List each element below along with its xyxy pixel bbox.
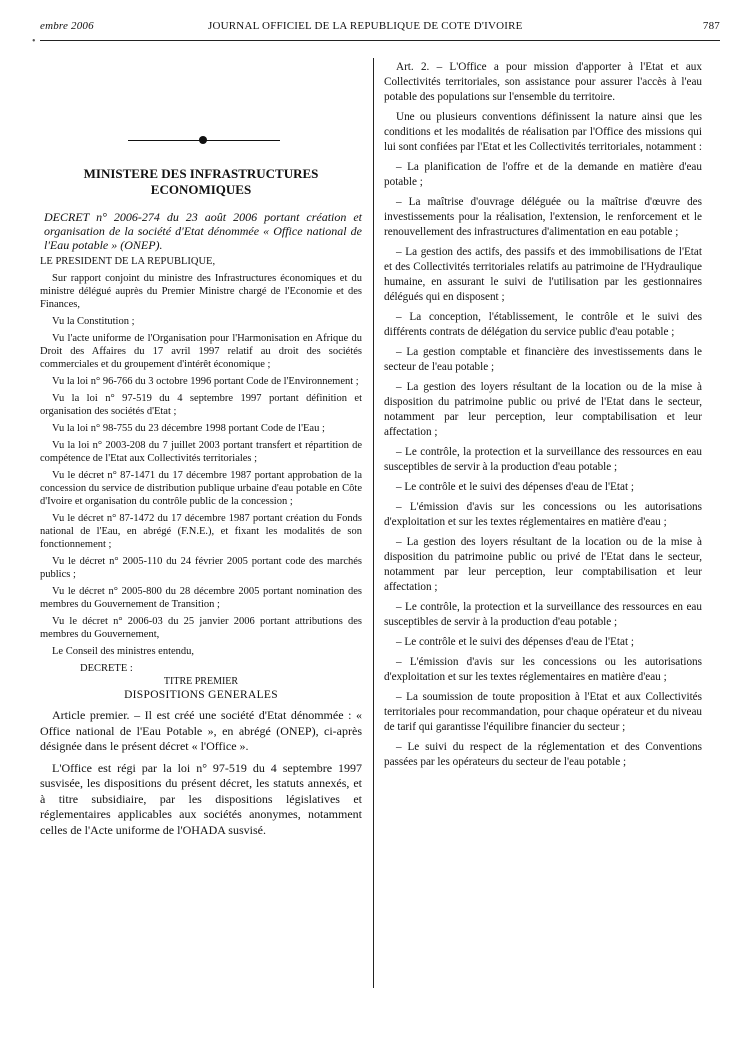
mission-item: – La conception, l'établissement, le contrôle et le suivi des différents contrats de délégation du service public d'eau potable ; (384, 311, 702, 338)
ministry-line-2: ECONOMIQUES (150, 182, 252, 197)
mission-item: – La soumission de toute proposition à l'Etat et aux Collectivités territoriales pour recommandation, pour chaque opérateur et du niveau de tarif qui garantisse l'équilibre financier du secteur ; (384, 691, 702, 733)
dispositions-heading: DISPOSITIONS GENERALES (124, 689, 278, 701)
mission-item: – La planification de l'offre et de la demande en matière d'eau potable ; (384, 161, 702, 188)
column-divider (373, 58, 374, 988)
visa-paragraph: Vu la loi n° 98-755 du 23 décembre 1998 portant Code de l'Eau ; (52, 423, 325, 434)
council-line: Le Conseil des ministres entendu, (52, 646, 195, 657)
mission-item: – Le contrôle, la protection et la surveillance des ressources en eau susceptibles de servir à la production d'eau potable ; (384, 446, 702, 473)
visa-paragraph: Sur rapport conjoint du ministre des Infrastructures économiques et du ministre délégué auprès du Premier Ministre chargé de l'Economie et des Finances, (40, 273, 362, 310)
president-line: LE PRESIDENT DE LA REPUBLIQUE, (40, 256, 216, 267)
decrete-heading: DECRETE : (80, 663, 133, 674)
mission-item: – La gestion des loyers résultant de la location ou de la mise à disposition du patrimoine public ou privé de l'Etat dans le secteur, notamment par leur perception, leur comptabilisation et leur affectation ; (384, 536, 702, 593)
visa-paragraph: Vu l'acte uniforme de l'Organisation pour l'Harmonisation en Afrique du Droit des Affaires du 17 avril 1997 relatif au droit des sociétés commerciales et du groupement d'intérêt économique ; (40, 333, 362, 370)
mission-item: – La gestion comptable et financière des investissements dans le secteur de l'eau potable ; (384, 346, 702, 373)
left-column (40, 60, 362, 844)
visa-paragraph: Vu le décret n° 87-1472 du 17 décembre 1987 portant création du Fonds national de l'Eau, en abrégé (F.N.E.), et fixant les modalités de son fonctionnement ; (40, 513, 362, 550)
right-column (384, 60, 702, 775)
header-date: embre 2006 (40, 20, 94, 32)
mission-item: – La gestion des actifs, des passifs et des immobilisations de l'Etat et des Collectivités territoriales relatifs au patrimoine de l'Hydraulique humaine, en assurant le suivi de l'utilisation par les gestionnaires délégués qui en disposent ; (384, 246, 702, 303)
mission-item: – La maîtrise d'ouvrage déléguée ou la maîtrise d'œuvre des investissements pour la réalisation, l'extension, le renforcement et le renouvellement des infrastructures d'alimentation en eau potable ; (384, 196, 702, 238)
visa-paragraph: Vu la loi n° 2003-208 du 7 juillet 2003 portant transfert et répartition de compétence de l'Etat aux Collectivités territoriales ; (40, 440, 362, 464)
page-header (40, 20, 720, 40)
visa-paragraph: Vu le décret n° 2005-800 du 28 décembre 2005 portant nomination des membres du Gouvernement de Transition ; (40, 586, 362, 610)
mission-item: – L'émission d'avis sur les concessions ou les autorisations d'exploitation et sur les textes réglementaires en matière d'eau ; (384, 656, 702, 683)
article-premier-paragraph-2: L'Office est régi par la loi n° 97-519 du 4 septembre 1997 susvisée, les dispositions du présent décret, les statuts annexés, et à titre subsidiaire, par les dispositions législatives et réglementaires applicables aux sociétés anonymes, notamment celles de l'Acte uniforme de l'OHADA susvisé. (40, 760, 362, 837)
visa-paragraph: Vu le décret n° 87-1471 du 17 décembre 1987 portant approbation de la concession du service de distribution publique urbaine d'eau potable en Côte d'Ivoire et organisation du contrôle public de la concession ; (40, 470, 362, 507)
page-number: 787 (702, 20, 720, 32)
ministry-line-1: MINISTERE DES INFRASTRUCTURES (83, 166, 319, 181)
mission-item: – Le suivi du respect de la réglementation et des Conventions passées par les opérateurs du secteur de l'eau potable ; (384, 741, 702, 768)
section-ornament (40, 132, 362, 152)
header-rule (40, 40, 720, 41)
mission-item: – La gestion des loyers résultant de la location ou de la mise à disposition du patrimoine public ou privé de l'Etat dans le secteur, notamment par leur perception, leur comptabilisation et leur affectation ; (384, 381, 702, 438)
ministry-heading (40, 166, 362, 198)
visa-paragraph: Vu la loi n° 97-519 du 4 septembre 1997 portant définition et organisation des sociétés d'Etat ; (40, 393, 362, 417)
scan-mark: • (32, 36, 36, 47)
titre-heading: TITRE PREMIER (163, 676, 239, 687)
visa-paragraph: Vu le décret n° 2005-110 du 24 février 2005 portant code des marchés publics ; (40, 556, 362, 580)
article-premier: Article premier. – Il est créé une société d'Etat dénommée : « Office national de l'Eau Potable », en abrégé (ONEP), ci-après désignée dans le présent décret « l'Office ». (40, 708, 362, 753)
decree-title: DECRET n° 2006-274 du 23 août 2006 portant création et organisation de la société d'Etat dénommée « Office national de l'Eau potable » (ONEP). (44, 210, 362, 252)
visa-paragraph: Vu le décret n° 2006-03 du 25 janvier 2006 portant attributions des membres du Gouvernement, (40, 616, 362, 640)
mission-item: – L'émission d'avis sur les concessions ou les autorisations d'exploitation et sur les textes réglementaires en matière d'eau ; (384, 501, 702, 528)
journal-title: JOURNAL OFFICIEL DE LA REPUBLIQUE DE COTE D'IVOIRE (208, 20, 523, 32)
visa-paragraph: Vu la Constitution ; (52, 316, 135, 327)
mission-item: – Le contrôle et le suivi des dépenses d'eau de l'Etat ; (396, 481, 634, 493)
article-2: Art. 2. – L'Office a pour mission d'apporter à l'Etat et aux Collectivités territoriales, son assistance pour assurer l'accès à l'eau potable des populations sur l'ensemble du territoire. (384, 61, 702, 103)
ornament-dot (199, 136, 207, 144)
conventions-paragraph: Une ou plusieurs conventions définissent la nature ainsi que les conditions et les modalités de réalisation par l'Office des missions qui lui sont confiées par l'Etat et les Collectivités territoriales, notamment : (384, 111, 702, 153)
mission-item: – Le contrôle et le suivi des dépenses d'eau de l'Etat ; (396, 636, 634, 648)
visa-paragraph: Vu la loi n° 96-766 du 3 octobre 1996 portant Code de l'Environnement ; (52, 376, 359, 387)
mission-item: – Le contrôle, la protection et la surveillance des ressources en eau susceptibles de servir à la production d'eau potable ; (384, 601, 702, 628)
